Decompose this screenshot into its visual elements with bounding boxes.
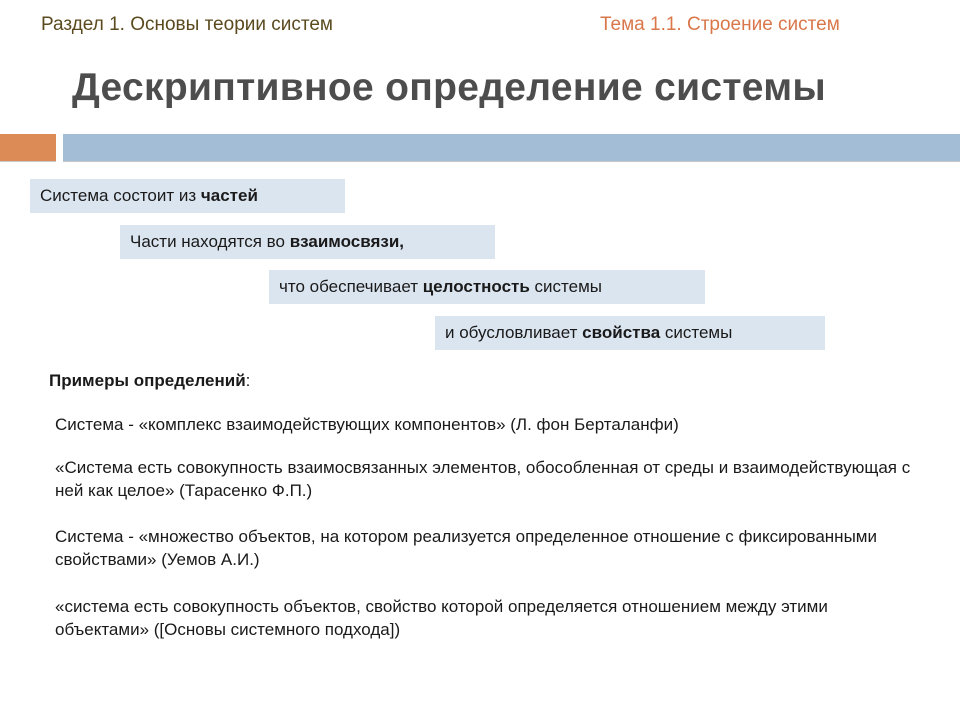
step-text: Части находятся во [130, 232, 290, 251]
step-text: и обусловливает [445, 323, 583, 342]
accent-bar-orange [0, 134, 56, 162]
definition-step-interconnection [120, 225, 495, 259]
examples-heading [49, 371, 250, 391]
section-header: Раздел 1. Основы теории систем [41, 14, 333, 35]
example-definition-bertalanffy: Система - «комплекс взаимодействующих компонентов» (Л. фон Берталанфи) [55, 415, 679, 434]
step-keyword: целостность [422, 277, 530, 296]
step-text: что обеспечивает [279, 277, 423, 296]
definition-step-properties [435, 316, 825, 350]
definition-step-integrity [269, 270, 705, 304]
definition-step-parts [30, 179, 345, 213]
step-keyword: взаимосвязи, [289, 232, 405, 251]
step-text: системы [660, 323, 733, 342]
step-text: Система состоит из [40, 186, 201, 205]
examples-heading-colon: : [245, 371, 251, 390]
example-definition-systems-approach: «система есть совокупность объектов, свойство которой определяется отношением между этими объектами» ([Основы системного подхода]) [55, 597, 828, 639]
step-keyword: частей [200, 186, 258, 205]
slide-title: Дескриптивное определение системы [72, 66, 826, 109]
step-text: системы [529, 277, 603, 296]
example-definition-tarasenko: «Система есть совокупность взаимосвязанных элементов, обособленная от среды и взаимодействующая с ней как целое» (Тарасенко Ф.П.) [55, 458, 911, 500]
example-definition-uemov: Система - «множество объектов, на котором реализуется определенное отношение с фиксированными свойствами» (Уемов А.И.) [55, 527, 877, 569]
accent-bar-blue [63, 134, 960, 162]
topic-header: Тема 1.1. Строение систем [600, 14, 840, 35]
step-keyword: свойства [582, 323, 661, 342]
examples-heading-text: Примеры определений [49, 371, 246, 390]
